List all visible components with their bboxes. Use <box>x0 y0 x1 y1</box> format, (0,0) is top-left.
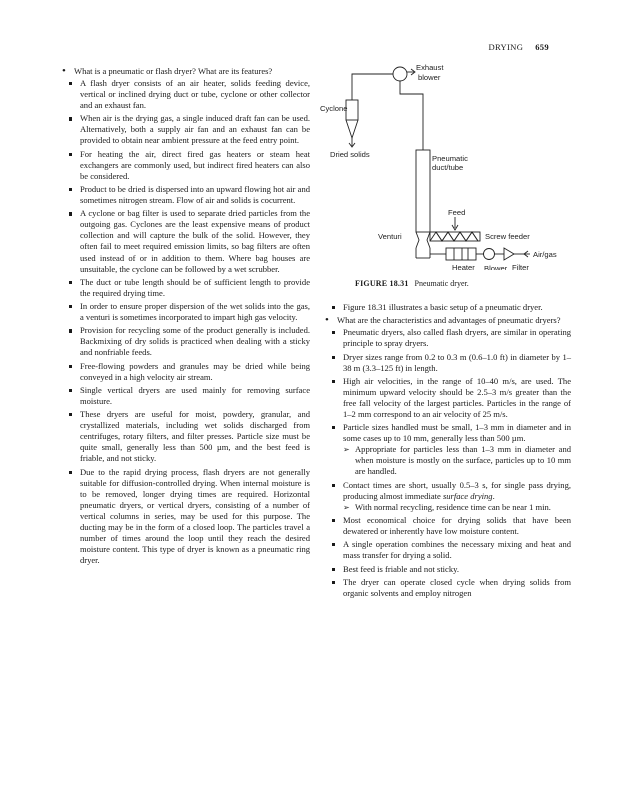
figure-caption <box>355 279 469 288</box>
list-item: The duct or tube length should be of sufficient length to provide the required drying time. <box>62 277 310 299</box>
list-item: A single operation combines the necessary mixing and heat and mass transfer for drying a solid. <box>325 539 571 561</box>
sub-list <box>325 502 571 513</box>
air-gas-label: Air/gas <box>533 250 557 259</box>
screw-feeder-label: Screw feeder <box>485 232 530 241</box>
blower-label: Blower <box>484 264 508 270</box>
contact-time-suffix: . <box>492 490 495 501</box>
page-number: 659 <box>535 42 549 52</box>
list-item: When air is the drying gas, a single induced draft fan can be used. Alternatively, both a supply air fan and an exhaust fan can be provided to obtain near ambient pressure at the feed entry point. <box>62 113 310 146</box>
dried-solids-label: Dried solids <box>330 150 370 159</box>
exhaust-blower-label-2: blower <box>418 73 441 82</box>
heater-icon <box>446 248 476 260</box>
list-item: In order to ensure proper dispersion of the wet solids into the gas, a venturi is sometimes incorporated to impart high gas velocity. <box>62 301 310 323</box>
list-item: Product to be dried is dispersed into an upward flowing hot air and sometimes nitrogen stream. Flow of air and solids is cocurrent. <box>62 184 310 206</box>
cyclone-icon <box>346 100 358 120</box>
list-item: These dryers are useful for moist, powdery, granular, and crystallized materials, including wet solids discharged from centrifuges, rotary filters, and filter presses. Particle size must be quite small, generally less than 500 µm, and the best feed is friable, and not sticky. <box>62 409 310 464</box>
duct-label-1: Pneumatic <box>432 154 468 163</box>
figure-reference-list <box>325 302 571 313</box>
list-item: Free-flowing powders and granules may be dried while being conveyed in a high velocity air stream. <box>62 361 310 383</box>
figure-pneumatic-dryer <box>318 60 580 282</box>
heater-label: Heater <box>452 263 475 270</box>
characteristics-list <box>325 327 571 599</box>
list-item: The dryer can operate closed cycle when drying solids from organic solvents and employ nitrogen <box>325 577 571 599</box>
caption-number: FIGURE 18.31 <box>355 279 409 288</box>
duct-label-2: duct/tube <box>432 163 464 172</box>
list-item: Pneumatic dryers, also called flash dryers, are similar in operating principle to spray dryers. <box>325 327 571 349</box>
section-title: DRYING <box>488 42 524 52</box>
exhaust-blower-icon <box>393 67 407 81</box>
list-item: Single vertical dryers are used mainly for removing surface moisture. <box>62 385 310 407</box>
list-item: Due to the rapid drying process, flash dryers are not generally suitable for diffusion-controlled drying. When internal moisture is to be removed, longer drying times are required. Horizontal pneumatic dryers, or vertical dryers, consisting of a number of vertical columns in series, may be used for this purpose. The ducting may be in the form of a closed loop. The particles travel a number of times around the loop until they reach the desired moisture content. This type of dryer is known as a pneumatic ring dryer. <box>62 467 310 566</box>
exhaust-blower-label-1: Exhaust <box>416 63 444 72</box>
sub-list-item: ➢ Appropriate for particles less than 1–3 mm in diameter and when moisture is mostly on the surface, particles up to 10 mm are handled. <box>325 444 571 477</box>
feature-list <box>62 78 310 566</box>
list-item: Most economical choice for drying solids that have been dewatered or inherently have low moisture content. <box>325 515 571 537</box>
list-item-particle-size <box>325 422 571 477</box>
sub-list <box>325 444 571 477</box>
list-item: For heating the air, direct fired gas heaters or steam heat exchangers are commonly used, but indirect fired heaters can also be considered. <box>62 149 310 182</box>
sub-list-item: ➢ With normal recycling, residence time can be near 1 min. <box>325 502 571 513</box>
venturi-label: Venturi <box>378 232 402 241</box>
caption-text: Pneumatic dryer. <box>414 279 469 288</box>
list-item: High air velocities, in the range of 10–40 m/s, are used. The minimum upward velocity should be 2.5–3 m/s greater than the free fall velocity of the largest particles. Particles in the range of 1–2 mm correspond to an air velocity of 25 m/s. <box>325 376 571 420</box>
list-item: Figure 18.31 illustrates a basic setup of a pneumatic dryer. <box>325 302 571 313</box>
list-item: Best feed is friable and not sticky. <box>325 564 571 575</box>
right-column <box>325 302 571 601</box>
running-header <box>488 42 549 52</box>
feed-label: Feed <box>448 208 466 217</box>
pneumatic-dryer-diagram <box>318 60 580 270</box>
list-item: Provision for recycling some of the product generally is included. Backmixing of dry solids is practiced when dealing with a sticky and nonfriable feeds. <box>62 325 310 358</box>
contact-time-emphasis: surface drying <box>442 490 493 501</box>
list-item: A cyclone or bag filter is used to separate dried particles from the outgoing gas. Cyclones are the least expensive means of product collection and will capture the bulk of the solid. However, they often fail to meet required emission limits, so bag filters are often used instead of or in addition to them. Where bag houses are unsuitable, the cyclone can be followed by a wet scrubber. <box>62 208 310 274</box>
question-pneumatic-dryer: • What is a pneumatic or flash dryer? What are its features? <box>62 66 310 77</box>
list-item: Dryer sizes range from 0.2 to 0.3 m (0.6–1.0 ft) in diameter by 1–38 m (3.3–125 ft) in length. <box>325 352 571 374</box>
particle-size-text: Particle sizes handled must be small, 1–3 mm in diameter and in some cases up to 10 mm, generally less than 500 µm. <box>343 422 571 444</box>
cyclone-label: Cyclone <box>320 104 348 113</box>
list-item-contact-time <box>325 480 571 513</box>
filter-icon <box>504 248 514 260</box>
filter-label: Filter <box>512 263 529 270</box>
left-column <box>62 66 310 568</box>
list-item: A flash dryer consists of an air heater, solids feeding device, vertical or inclined drying duct or tube, cyclone or other collector and an exhaust fan. <box>62 78 310 111</box>
blower-icon <box>484 249 495 260</box>
contact-time-text: Contact times are short, usually 0.5–3 s, for single pass drying, producing almost immediate <box>343 479 571 501</box>
duct-icon <box>416 150 430 232</box>
question-characteristics: • What are the characteristics and advantages of pneumatic dryers? <box>325 315 571 326</box>
